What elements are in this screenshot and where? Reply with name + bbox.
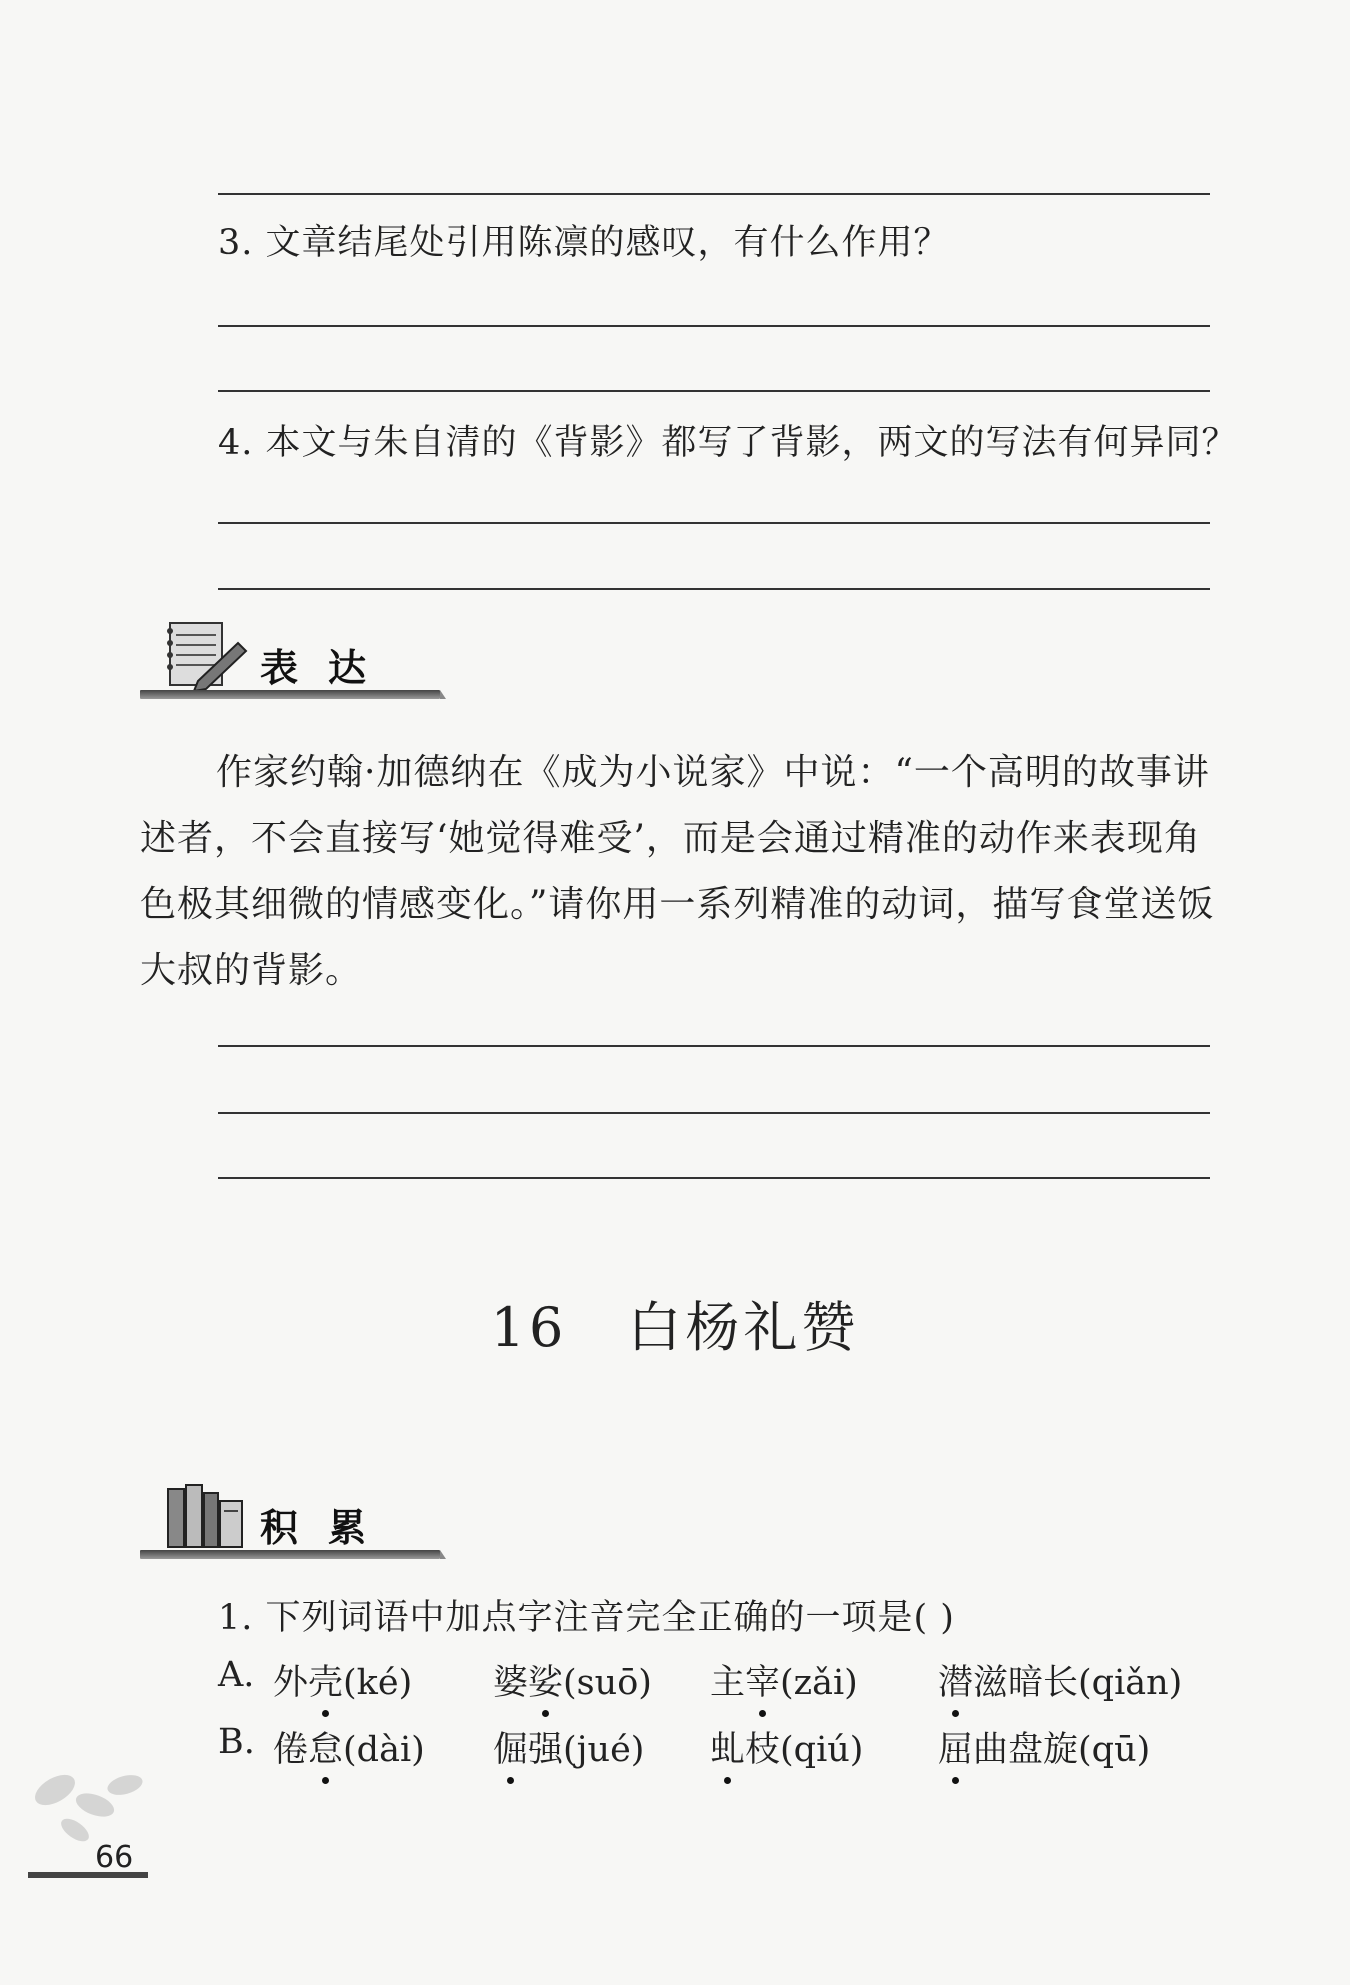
question-4: 4. 本文与朱自清的《背影》都写了背影，两文的写法有何异同？ — [218, 423, 1238, 463]
books-icon — [158, 1481, 253, 1551]
option-a-item-2: 婆娑(suō) — [493, 1655, 652, 1705]
section-title-expression: 表达 — [260, 646, 397, 690]
answer-line[interactable] — [218, 325, 1210, 327]
leaf-decoration-icon — [25, 1760, 155, 1850]
answer-line[interactable] — [218, 588, 1210, 590]
dotted-char: 屈 — [938, 1722, 973, 1772]
option-b-item-1: 倦怠(dài) — [273, 1722, 425, 1772]
dotted-char: 宰 — [745, 1655, 780, 1705]
dotted-char: 壳 — [308, 1655, 343, 1705]
section-underline — [140, 1550, 440, 1559]
question-1: 1. 下列词语中加点字注音完全正确的一项是( ) — [218, 1598, 955, 1638]
answer-line[interactable] — [218, 1112, 1210, 1114]
dotted-char: 倔 — [493, 1722, 528, 1772]
dotted-char: 怠 — [308, 1722, 343, 1772]
section-title-accumulation: 积累 — [260, 1506, 397, 1550]
section-header-expression — [140, 625, 445, 705]
lesson-title — [0, 1285, 1350, 1362]
dotted-char: 娑 — [528, 1655, 563, 1705]
option-b-item-3: 虬枝(qiú) — [710, 1722, 863, 1772]
lesson-number: 16 — [490, 1296, 568, 1359]
option-letter: A. — [218, 1655, 255, 1695]
answer-line[interactable] — [218, 1177, 1210, 1179]
page-number: 66 — [95, 1840, 134, 1875]
option-letter: B. — [218, 1722, 255, 1762]
lesson-name: 白杨礼赞 — [627, 1296, 860, 1359]
option-a-item-1: 外壳(ké) — [273, 1655, 412, 1705]
dotted-char: 虬 — [710, 1722, 745, 1772]
section-header-accumulation — [140, 1485, 445, 1565]
section-underline — [140, 690, 440, 699]
option-b-item-2: 倔强(jué) — [493, 1722, 644, 1772]
option-a-item-4: 潜滋暗长(qiǎn) — [938, 1655, 1182, 1705]
question-3: 3. 文章结尾处引用陈凛的感叹，有什么作用？ — [218, 223, 950, 263]
option-a-item-3: 主宰(zǎi) — [710, 1655, 858, 1705]
dotted-char: 潜 — [938, 1655, 973, 1705]
answer-line[interactable] — [218, 522, 1210, 524]
answer-line[interactable] — [218, 1045, 1210, 1047]
notebook-pen-icon — [158, 621, 253, 691]
option-b-item-4: 屈曲盘旋(qū) — [938, 1722, 1150, 1772]
expression-prompt: 作家约翰·加德纳在《成为小说家》中说：“一个高明的故事讲述者，不会直接写‘她觉得难受’，而是会通过精准的动作来表现角色极其细微的情感变化。”请你用一系列精准的动词，描写食堂送饭大叔的背影。 — [140, 752, 1215, 991]
answer-line[interactable] — [218, 390, 1210, 392]
answer-line[interactable] — [218, 193, 1210, 195]
